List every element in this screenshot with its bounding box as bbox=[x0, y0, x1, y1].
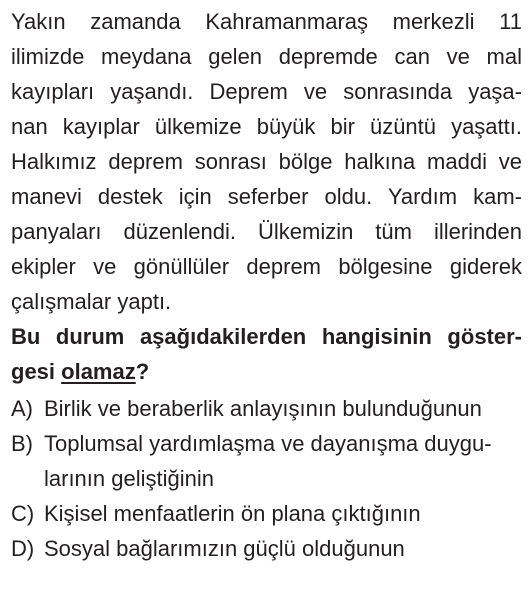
option-c[interactable] bbox=[11, 496, 522, 531]
option-b-continuation[interactable] bbox=[11, 461, 522, 496]
option-b[interactable] bbox=[11, 426, 522, 461]
passage-line: çalışmalar yaptı. bbox=[11, 289, 172, 314]
question-line: Bu durum aşağıdakilerden hangisinin göster- bbox=[11, 324, 522, 349]
option-letter: A) bbox=[11, 396, 33, 421]
passage-line: ekipler ve gönüllüler deprem bölgesine giderek bbox=[11, 254, 522, 279]
option-letter: B) bbox=[11, 431, 33, 456]
passage-line: Halkımız deprem sonrası bölge halkına maddi ve bbox=[11, 149, 522, 174]
passage-line: nan kayıplar ülkemize büyük bir üzüntü yaşattı. bbox=[11, 114, 522, 139]
question-emphasis: olamaz bbox=[61, 359, 136, 384]
option-a[interactable] bbox=[11, 391, 522, 426]
question-line bbox=[11, 354, 522, 389]
question-stem bbox=[11, 319, 522, 389]
option-letter: D) bbox=[11, 536, 35, 561]
passage-line: manevi destek için seferber oldu. Yardım kam- bbox=[11, 184, 522, 209]
passage-line: panyaları düzenlendi. Ülkemizin tüm illerinden bbox=[11, 219, 522, 244]
option-text: Sosyal bağlarımızın güçlü olduğunun bbox=[44, 536, 405, 561]
question-mark: ? bbox=[135, 359, 150, 384]
passage-line: ilimizde meydana gelen depremde can ve mal bbox=[11, 44, 522, 69]
question-text: gesi bbox=[11, 359, 62, 384]
option-text: Birlik ve beraberlik anlayışının bulunduğunun bbox=[44, 396, 482, 421]
passage-line: Yakın zamanda Kahramanmaraş merkezli 11 bbox=[11, 9, 522, 34]
option-text: Kişisel menfaatlerin ön plana çıktığının bbox=[44, 501, 421, 526]
option-d[interactable] bbox=[11, 531, 522, 566]
passage bbox=[11, 4, 522, 319]
answer-options bbox=[11, 391, 522, 566]
option-letter: C) bbox=[11, 501, 35, 526]
option-text: larının geliştiğinin bbox=[44, 466, 214, 491]
option-text: Toplumsal yardımlaşma ve dayanışma duygu- bbox=[44, 431, 492, 456]
passage-line: kayıpları yaşandı. Deprem ve sonrasında yaşa- bbox=[11, 79, 522, 104]
